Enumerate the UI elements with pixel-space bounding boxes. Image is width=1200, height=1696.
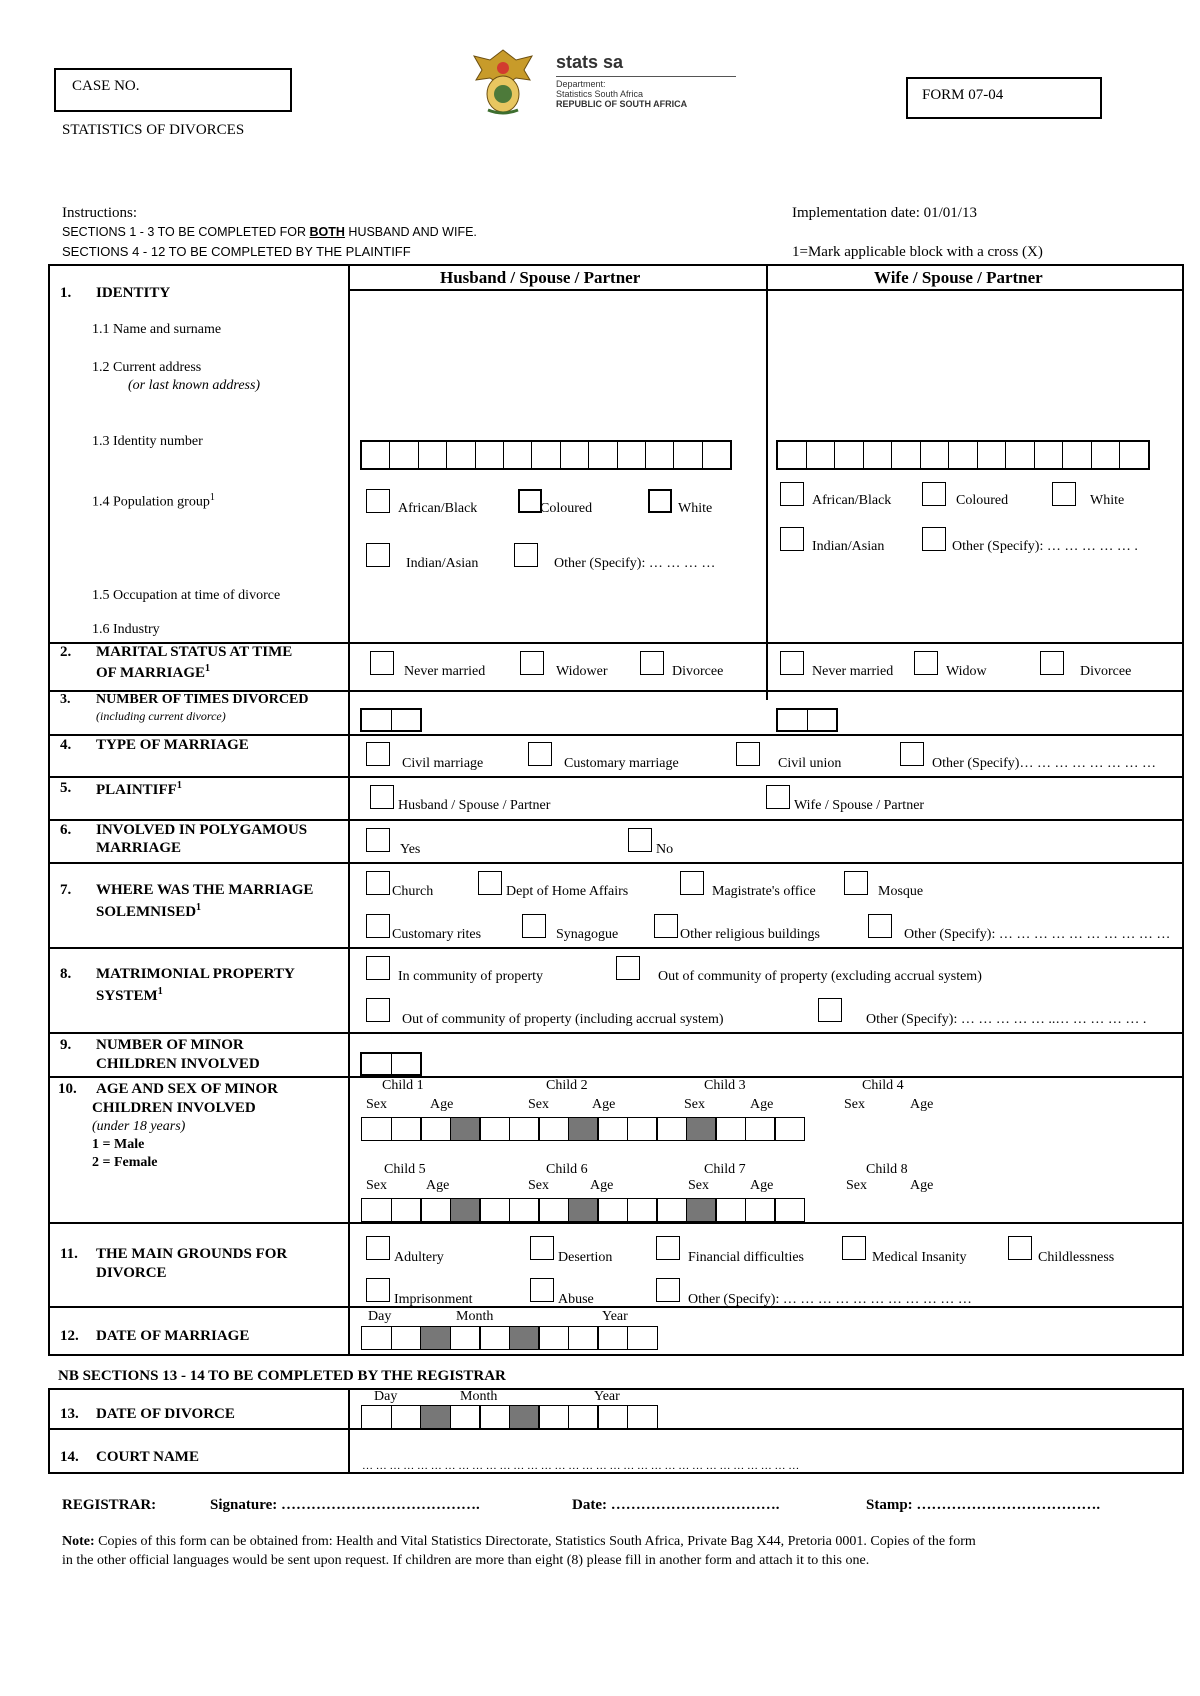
grounds-medical-label: Medical Insanity — [872, 1250, 967, 1265]
solemnised-home-affairs-label: Dept of Home Affairs — [506, 884, 629, 899]
registrar-label: REGISTRAR: — [62, 1497, 157, 1513]
registrar-table-right — [1182, 1388, 1184, 1474]
logo-line2: Statistics South Africa — [556, 89, 644, 99]
grounds-other-label: Other (Specify): … … … … … … … … … … … — [688, 1292, 972, 1307]
instructions-label: Instructions: — [62, 205, 137, 221]
logo-org-short: stats sa — [556, 52, 624, 72]
rule-s8 — [48, 947, 1184, 949]
s2-title2-text: OF MARRIAGE — [96, 665, 206, 681]
s2-title1: MARITAL STATUS AT TIME — [96, 644, 293, 660]
grounds-other-checkbox[interactable] — [656, 1278, 680, 1302]
case-no-box[interactable] — [54, 68, 292, 112]
child-8-sex: Sex — [846, 1178, 867, 1193]
main-table-col-divider — [348, 264, 350, 1356]
s10-title1: AGE AND SEX OF MINOR — [96, 1081, 278, 1097]
plaintiff-husband-checkbox[interactable] — [370, 785, 394, 809]
s1-identity-label: 1.3 Identity number — [92, 434, 203, 449]
rule-s11 — [48, 1222, 1184, 1224]
solemnised-other-religious-label: Other religious buildings — [680, 927, 820, 942]
grounds-abuse-checkbox[interactable] — [530, 1278, 554, 1302]
s1-industry-label: 1.6 Industry — [92, 622, 160, 637]
husband-never-married-checkbox[interactable] — [370, 651, 394, 675]
s13-year-label: Year — [594, 1389, 620, 1404]
s8-title2-sup: 1 — [157, 986, 163, 997]
s3-sub: (including current divorce) — [96, 709, 226, 723]
solemnised-home-affairs-checkbox[interactable] — [478, 871, 502, 895]
s1-address-sub: (or last known address) — [128, 378, 261, 393]
logo-rule — [556, 76, 736, 77]
solemnised-synagogue-checkbox[interactable] — [522, 914, 546, 938]
registrar-note: NB SECTIONS 13 - 14 TO BE COMPLETED BY THE REGISTRAR — [58, 1368, 506, 1384]
child-1-label: Child 1 — [382, 1078, 424, 1093]
s1-population-label — [92, 492, 215, 511]
s11-title2: DIVORCE — [96, 1265, 167, 1281]
s8-title2 — [96, 986, 163, 1005]
wife-pop-coloured-checkbox[interactable] — [922, 482, 946, 506]
rule-s12 — [48, 1306, 1184, 1308]
rule-s9 — [48, 1032, 1184, 1034]
wife-pop-white-checkbox[interactable] — [1052, 482, 1076, 506]
child-2-sex: Sex — [528, 1097, 549, 1112]
s2-title2-sup: 1 — [205, 663, 211, 674]
husband-never-married-label: Never married — [404, 664, 486, 679]
s12-title: DATE OF MARRIAGE — [96, 1328, 250, 1344]
col-header-rule — [348, 289, 1184, 291]
wife-pop-african-label: African/Black — [812, 493, 892, 508]
child-6-label: Child 6 — [546, 1162, 588, 1177]
husband-pop-coloured-label: Coloured — [540, 501, 593, 516]
s10-title2: CHILDREN INVOLVED — [92, 1100, 256, 1116]
grounds-financial-checkbox[interactable] — [656, 1236, 680, 1260]
child-3-age: Age — [750, 1097, 774, 1112]
registrar-table-divider — [348, 1388, 350, 1474]
grounds-childlessness-label: Childlessness — [1038, 1250, 1115, 1265]
registrar-stamp[interactable]: Stamp: ………………………………. — [866, 1497, 1101, 1513]
logo-line3: REPUBLIC OF SOUTH AFRICA — [556, 99, 688, 109]
wife-pop-indian-label: Indian/Asian — [812, 539, 885, 554]
child-2-label: Child 2 — [546, 1078, 588, 1093]
child-1-age: Age — [430, 1097, 454, 1112]
grounds-financial-label: Financial difficulties — [688, 1250, 804, 1265]
other-marriage-label: Other (Specify)… … … … … … … … — [932, 756, 1156, 771]
wife-divorcee-label: Divorcee — [1080, 664, 1132, 679]
wife-column-header: Wife / Spouse / Partner — [874, 268, 1043, 287]
s1-num: 1. — [60, 285, 72, 301]
children-5-8-grid[interactable] — [361, 1198, 804, 1222]
s13-month-label: Month — [460, 1389, 498, 1404]
s8-title1: MATRIMONIAL PROPERTY — [96, 966, 295, 982]
polygamous-yes-checkbox[interactable] — [366, 828, 390, 852]
grounds-medical-checkbox[interactable] — [842, 1236, 866, 1260]
polygamous-no-label: No — [656, 842, 674, 857]
wife-pop-african-checkbox[interactable] — [780, 482, 804, 506]
s7-title2-text: SOLEMNISED — [96, 904, 197, 920]
registrar-table-left — [48, 1388, 50, 1474]
s9-num: 9. — [60, 1037, 72, 1053]
plaintiff-wife-label: Wife / Spouse / Partner — [794, 798, 925, 813]
grounds-adultery-checkbox[interactable] — [366, 1236, 390, 1260]
s11-title1: THE MAIN GROUNDS FOR — [96, 1246, 288, 1262]
husband-pop-african-checkbox[interactable] — [366, 489, 390, 513]
s5-num: 5. — [60, 780, 72, 796]
main-table-top-left — [48, 264, 348, 266]
s10-num: 10. — [58, 1081, 77, 1097]
child-6-sex: Sex — [528, 1178, 549, 1193]
s10-male: 1 = Male — [92, 1137, 145, 1152]
instructions-line1 — [62, 225, 477, 239]
child-8-age: Age — [910, 1178, 934, 1193]
footnote-rule: 1=Mark applicable block with a cross (X) — [792, 244, 1043, 260]
s6-title2: MARRIAGE — [96, 840, 181, 856]
s2-title2 — [96, 663, 210, 682]
husband-pop-indian-checkbox[interactable] — [366, 543, 390, 567]
wife-never-married-checkbox[interactable] — [780, 651, 804, 675]
grounds-adultery-label: Adultery — [394, 1250, 444, 1265]
s1-population-sup: 1 — [209, 492, 215, 503]
footer-note-line1 — [62, 1534, 976, 1550]
s1-name-label: 1.1 Name and surname — [92, 322, 222, 337]
instructions-line1-post: HUSBAND AND WIFE. — [344, 225, 477, 239]
divorce-date-grid[interactable] — [361, 1405, 656, 1429]
wife-pop-coloured-label: Coloured — [956, 493, 1009, 508]
wife-times-divorced-grid[interactable] — [776, 708, 838, 732]
s11-num: 11. — [60, 1246, 78, 1262]
solemnised-church-checkbox[interactable] — [366, 871, 390, 895]
registrar-date[interactable]: Date: ……………………………. — [572, 1497, 780, 1513]
husband-pop-indian-label: Indian/Asian — [406, 556, 479, 571]
wife-divorcee-checkbox[interactable] — [1040, 651, 1064, 675]
s9-title1: NUMBER OF MINOR — [96, 1037, 244, 1053]
husband-pop-coloured-checkbox[interactable] — [518, 489, 542, 513]
stats-sa-logo — [468, 46, 738, 116]
form-number-box — [906, 77, 1102, 119]
child-4-label: Child 4 — [862, 1078, 904, 1093]
civil-union-checkbox[interactable] — [736, 742, 760, 766]
form-number: FORM 07-04 — [922, 87, 1004, 103]
main-table-left — [48, 264, 50, 1356]
main-table-bottom — [48, 1354, 1184, 1356]
plaintiff-husband-label: Husband / Spouse / Partner — [398, 798, 551, 813]
main-table — [48, 264, 1184, 1356]
s1-occupation-label: 1.5 Occupation at time of divorce — [92, 588, 281, 603]
grounds-desertion-label: Desertion — [558, 1250, 613, 1265]
s1-title: IDENTITY — [96, 285, 171, 301]
grounds-abuse-label: Abuse — [558, 1292, 594, 1307]
s3-num: 3. — [60, 692, 71, 707]
wife-widow-label: Widow — [946, 664, 987, 679]
husband-times-divorced-grid[interactable] — [360, 708, 422, 732]
civil-union-label: Civil union — [778, 756, 842, 771]
property-other-checkbox[interactable] — [818, 998, 842, 1022]
husband-pop-other-checkbox[interactable] — [514, 543, 538, 567]
property-out-incl-accrual-checkbox[interactable] — [366, 998, 390, 1022]
customary-marriage-checkbox[interactable] — [528, 742, 552, 766]
rule-s7 — [48, 862, 1184, 864]
s8-num: 8. — [60, 966, 72, 982]
s12-year-label: Year — [602, 1309, 628, 1324]
s13-day-label: Day — [374, 1389, 398, 1404]
footer-note-text: Copies of this form can be obtained from: Health and Vital Statistics Directorate, Statistics South Africa, Private Bag X44, Pretoria 0001. Copies of the form — [94, 1534, 976, 1549]
s12-month-label: Month — [456, 1309, 494, 1324]
solemnised-synagogue-label: Synagogue — [556, 927, 619, 942]
wife-widow-checkbox[interactable] — [914, 651, 938, 675]
solemnised-other-label: Other (Specify): … … … … … … … … … … — [904, 927, 1171, 942]
child-8-label: Child 8 — [866, 1162, 908, 1177]
property-other-label: Other (Specify): … … … … … ..… … … … … . — [866, 1012, 1147, 1027]
husband-pop-white-label: White — [678, 501, 713, 516]
s2-num: 2. — [60, 644, 72, 660]
husband-pop-african-label: African/Black — [398, 501, 478, 516]
s14-num: 14. — [60, 1449, 79, 1465]
civil-marriage-checkbox[interactable] — [366, 742, 390, 766]
solemnised-other-religious-checkbox[interactable] — [654, 914, 678, 938]
solemnised-mosque-checkbox[interactable] — [844, 871, 868, 895]
child-7-label: Child 7 — [704, 1162, 746, 1177]
s4-num: 4. — [60, 737, 72, 753]
child-1-sex: Sex — [366, 1097, 387, 1112]
child-2-age: Age — [592, 1097, 616, 1112]
wife-pop-other-checkbox[interactable] — [922, 527, 946, 551]
s8-title2-text: SYSTEM — [96, 988, 158, 1004]
s5-title — [96, 780, 182, 799]
s10-title3: (under 18 years) — [92, 1119, 186, 1134]
solemnised-customary-label: Customary rites — [392, 927, 482, 942]
form-title: STATISTICS OF DIVORCES — [62, 122, 245, 138]
footer-note-label: Note: — [62, 1534, 95, 1549]
civil-marriage-label: Civil marriage — [402, 756, 484, 771]
s13-title: DATE OF DIVORCE — [96, 1406, 235, 1422]
child-5-age: Age — [426, 1178, 450, 1193]
husband-column-header: Husband / Spouse / Partner — [440, 268, 641, 287]
property-out-incl-accrual-label: Out of community of property (including accrual system) — [402, 1012, 724, 1027]
s7-num: 7. — [60, 882, 72, 898]
husband-pop-other-label: Other (Specify): … … … … — [554, 556, 716, 571]
rule-s5 — [48, 776, 1184, 778]
s14-title: COURT NAME — [96, 1449, 199, 1465]
child-7-age: Age — [750, 1178, 774, 1193]
polygamous-yes-label: Yes — [400, 842, 421, 857]
child-5-sex: Sex — [366, 1178, 387, 1193]
s7-title1: WHERE WAS THE MARRIAGE — [96, 882, 314, 898]
s7-title2 — [96, 902, 201, 921]
implementation-date: Implementation date: 01/01/13 — [792, 205, 977, 221]
child-3-sex: Sex — [684, 1097, 705, 1112]
wife-pop-indian-checkbox[interactable] — [780, 527, 804, 551]
rule-s6 — [48, 819, 1184, 821]
solemnised-mosque-label: Mosque — [878, 884, 924, 899]
s6-title1: INVOLVED IN POLYGAMOUS — [96, 822, 308, 838]
property-in-community-label: In community of property — [398, 969, 544, 984]
property-in-community-checkbox[interactable] — [366, 956, 390, 980]
court-name-field[interactable]: … … … … … … … … … … … … … … … … … … … … … … … … … … … … … … … … — [362, 1460, 800, 1472]
solemnised-church-label: Church — [392, 884, 434, 899]
rule-s10 — [48, 1076, 1184, 1078]
s7-title2-sup: 1 — [196, 902, 202, 913]
husband-widower-checkbox[interactable] — [520, 651, 544, 675]
s5-title-sup: 1 — [176, 780, 182, 791]
other-marriage-checkbox[interactable] — [900, 742, 924, 766]
grounds-imprisonment-label: Imprisonment — [394, 1292, 473, 1307]
wife-id-number-grid[interactable] — [776, 440, 1150, 470]
s12-num: 12. — [60, 1328, 79, 1344]
husband-widower-label: Widower — [556, 664, 608, 679]
grounds-desertion-checkbox[interactable] — [530, 1236, 554, 1260]
registrar-signature[interactable]: Signature: …………………………………. — [210, 1497, 480, 1513]
child-4-sex: Sex — [844, 1097, 865, 1112]
case-no-label: CASE NO. — [72, 78, 140, 94]
s10-female: 2 = Female — [92, 1155, 158, 1170]
solemnised-other-checkbox[interactable] — [868, 914, 892, 938]
s3-title: NUMBER OF TIMES DIVORCED — [96, 692, 309, 707]
wife-pop-other-label: Other (Specify): … … … … … . — [952, 539, 1138, 554]
coat-of-arms-icon — [468, 46, 538, 116]
husband-wife-divider — [766, 264, 768, 700]
child-5-label: Child 5 — [384, 1162, 426, 1177]
grounds-imprisonment-checkbox[interactable] — [366, 1278, 390, 1302]
customary-marriage-label: Customary marriage — [564, 756, 679, 771]
registrar-table-bottom — [48, 1472, 1184, 1474]
polygamous-no-checkbox[interactable] — [628, 828, 652, 852]
solemnised-magistrate-checkbox[interactable] — [680, 871, 704, 895]
instructions-line2: SECTIONS 4 - 12 TO BE COMPLETED BY THE PLAINTIFF — [62, 244, 411, 259]
child-7-sex: Sex — [688, 1178, 709, 1193]
husband-id-number-grid[interactable] — [360, 440, 732, 470]
solemnised-magistrate-label: Magistrate's office — [712, 884, 816, 899]
husband-divorcee-checkbox[interactable] — [640, 651, 664, 675]
marriage-date-grid[interactable] — [361, 1326, 656, 1350]
main-table-right — [1182, 264, 1184, 1356]
s1-population-text: 1.4 Population group — [92, 494, 210, 510]
children-1-4-grid[interactable] — [361, 1117, 804, 1141]
s9-title2: CHILDREN INVOLVED — [96, 1056, 260, 1072]
child-3-label: Child 3 — [704, 1078, 746, 1093]
s6-num: 6. — [60, 822, 72, 838]
s4-title: TYPE OF MARRIAGE — [96, 737, 249, 753]
rule-s4 — [48, 734, 1184, 736]
footer-note-line2: in the other official languages would be sent upon request. If children are more than eight (8) please fill in another form and attach it to this one. — [62, 1553, 870, 1568]
husband-pop-white-checkbox[interactable] — [648, 489, 672, 513]
plaintiff-wife-checkbox[interactable] — [766, 785, 790, 809]
child-6-age: Age — [590, 1178, 614, 1193]
wife-pop-white-label: White — [1090, 493, 1125, 508]
minor-children-count-grid[interactable] — [360, 1052, 422, 1076]
s1-address-label: 1.2 Current address — [92, 360, 202, 375]
property-out-excl-accrual-checkbox[interactable] — [616, 956, 640, 980]
instructions-line1-pre: SECTIONS 1 - 3 TO BE COMPLETED FOR — [62, 225, 310, 239]
property-out-excl-accrual-label: Out of community of property (excluding accrual system) — [658, 969, 982, 984]
s12-day-label: Day — [368, 1309, 392, 1324]
s5-title-text: PLAINTIFF — [96, 782, 177, 798]
s13-num: 13. — [60, 1406, 79, 1422]
instructions-line1-bold: BOTH — [309, 225, 345, 239]
wife-never-married-label: Never married — [812, 664, 894, 679]
solemnised-customary-checkbox[interactable] — [366, 914, 390, 938]
husband-divorcee-label: Divorcee — [672, 664, 724, 679]
child-4-age: Age — [910, 1097, 934, 1112]
logo-line1: Department: — [556, 79, 606, 89]
grounds-childlessness-checkbox[interactable] — [1008, 1236, 1032, 1260]
